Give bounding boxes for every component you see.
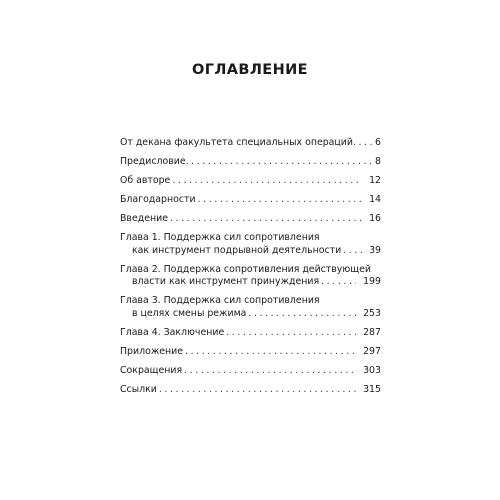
toc-entry-title: Приложение bbox=[120, 345, 184, 357]
toc-entry-title: Сокращения bbox=[120, 364, 183, 376]
dot-leader bbox=[170, 213, 362, 226]
toc-entry[interactable] bbox=[120, 327, 381, 340]
dot-leader bbox=[226, 327, 356, 340]
dot-leader bbox=[321, 276, 356, 289]
toc-page-number: 8 bbox=[375, 156, 381, 167]
dot-leader bbox=[198, 194, 362, 207]
dot-leader bbox=[353, 137, 375, 150]
toc-line bbox=[120, 245, 381, 258]
dot-leader bbox=[248, 308, 356, 321]
toc-entry[interactable] bbox=[120, 137, 381, 150]
toc-line bbox=[120, 137, 381, 150]
toc-page-number: 303 bbox=[363, 364, 381, 376]
toc-entry-title-continued: власти как инструмент принуждения bbox=[132, 276, 320, 287]
dot-leader bbox=[343, 245, 362, 258]
toc-entry-title: От декана факультета специальных операций bbox=[120, 137, 353, 148]
toc-line bbox=[120, 264, 381, 277]
toc-page-number: 16 bbox=[369, 213, 381, 224]
toc-entry-title: Предисловие bbox=[120, 156, 186, 167]
toc-entry[interactable] bbox=[120, 365, 381, 378]
toc-line bbox=[120, 346, 381, 359]
table-of-contents bbox=[120, 137, 381, 403]
toc-entry-title: Ссылки bbox=[120, 383, 157, 395]
toc-entry-title: Об авторе bbox=[120, 175, 171, 186]
toc-entry[interactable] bbox=[120, 346, 381, 359]
toc-line bbox=[120, 308, 381, 321]
toc-entry-title: Благодарности bbox=[120, 194, 196, 205]
toc-page-number: 199 bbox=[363, 276, 381, 287]
page-title: ОГЛАВЛЕНИЕ bbox=[191, 62, 308, 78]
toc-page-number: 39 bbox=[369, 244, 381, 256]
dot-leader bbox=[184, 365, 356, 378]
toc-line bbox=[120, 175, 381, 188]
toc-line bbox=[120, 156, 381, 169]
dot-leader bbox=[159, 384, 356, 397]
toc-line bbox=[120, 295, 381, 308]
toc-entry[interactable] bbox=[120, 194, 381, 207]
toc-line bbox=[120, 365, 381, 378]
toc-entry-title: Глава 2. Поддержка сопротивления действующей bbox=[120, 263, 371, 275]
toc-line bbox=[120, 384, 381, 397]
toc-entry-title: Введение bbox=[120, 213, 168, 224]
toc-line bbox=[120, 327, 381, 340]
dot-leader bbox=[185, 346, 356, 359]
toc-entry-title-continued: как инструмент подрывной деятельности bbox=[132, 244, 342, 256]
toc-page-number: 315 bbox=[363, 383, 381, 395]
toc-entry-title-continued: в целях смены режима bbox=[132, 307, 247, 319]
toc-entry-title: Глава 3. Поддержка сил сопротивления bbox=[120, 295, 320, 306]
dot-leader bbox=[172, 175, 362, 188]
toc-page-number: 6 bbox=[375, 137, 381, 148]
toc-page-number: 12 bbox=[369, 175, 381, 186]
toc-page-number: 14 bbox=[369, 194, 381, 205]
toc-entry[interactable] bbox=[120, 156, 381, 169]
toc-entry-title: Глава 1. Поддержка сил сопротивления bbox=[120, 232, 320, 243]
toc-entry[interactable] bbox=[120, 264, 381, 289]
toc-entry[interactable] bbox=[120, 213, 381, 226]
toc-entry[interactable] bbox=[120, 175, 381, 188]
toc-entry[interactable] bbox=[120, 295, 381, 320]
toc-line bbox=[120, 276, 381, 289]
toc-entry[interactable] bbox=[120, 232, 381, 257]
toc-entry[interactable] bbox=[120, 384, 381, 397]
toc-line bbox=[120, 213, 381, 226]
toc-page-number: 297 bbox=[363, 345, 381, 357]
toc-line bbox=[120, 232, 381, 245]
toc-page-number: 287 bbox=[363, 326, 381, 338]
dot-leader bbox=[186, 156, 375, 169]
toc-entry-title: Глава 4. Заключение bbox=[120, 326, 225, 338]
toc-page-number: 253 bbox=[363, 307, 381, 319]
toc-line bbox=[120, 194, 381, 207]
